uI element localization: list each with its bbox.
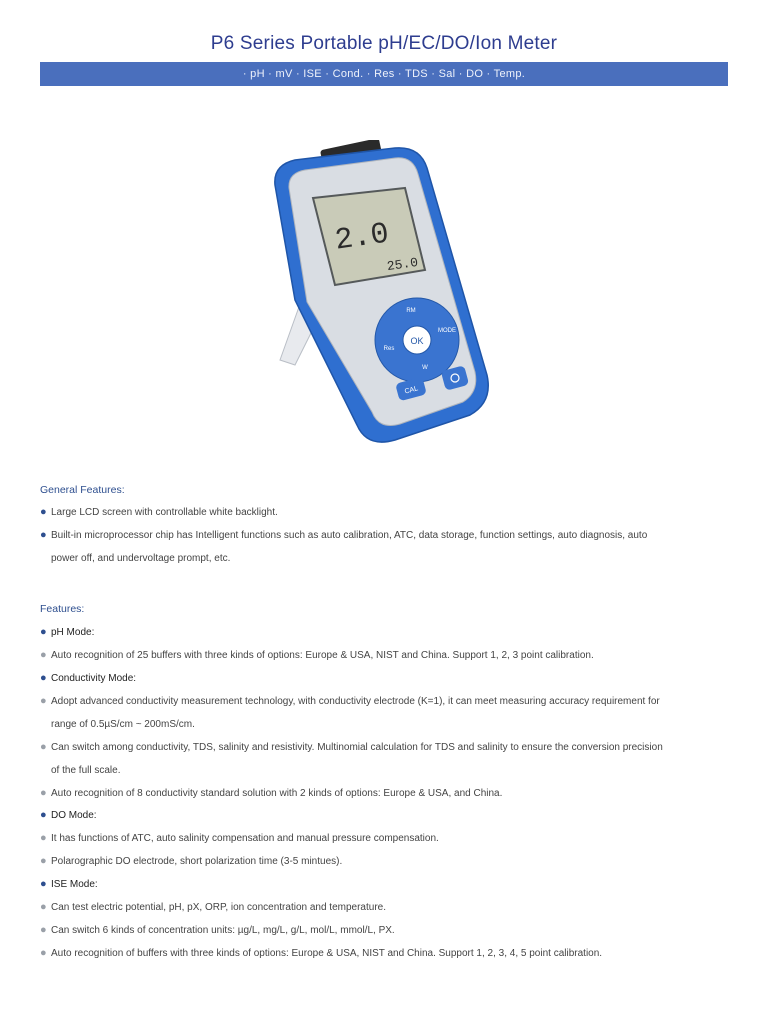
ok-label: OK: [410, 336, 424, 346]
cond-item: ● Adopt advanced conductivity measurement technology, with conductivity electrode (K=1), it can meet measuring accuracy requirement for: [40, 695, 660, 707]
cond-item: ● Auto recognition of 8 conductivity standard solution with 2 kinds of options: Europe & USA, and China.: [40, 787, 503, 799]
lcd-temp-reading: 25.0: [386, 254, 420, 275]
general-item: ● Large LCD screen with controllable white backlight.: [40, 506, 278, 518]
cond-mode-heading: ● Conductivity Mode:: [40, 672, 137, 684]
general-features-heading: General Features:: [40, 484, 125, 496]
ise-item: ● Auto recognition of buffers with three kinds of options: Europe & USA, NIST and China. Support 1, 2, 3, 4, 5 point calibration.: [40, 947, 603, 959]
ise-mode-heading: ● ISE Mode:: [40, 878, 98, 890]
cond-item-cont: of the full scale.: [51, 765, 121, 776]
ph-mode-heading: ● pH Mode:: [40, 626, 95, 638]
cal-label: CAL: [403, 385, 419, 396]
do-item: ● It has functions of ATC, auto salinity compensation and manual pressure compensation.: [40, 832, 439, 844]
rm-label: RM: [406, 308, 416, 314]
general-item-cont: power off, and undervoltage prompt, etc.: [51, 553, 231, 564]
features-heading: Features:: [40, 603, 85, 615]
meter-device-image: [255, 140, 495, 450]
general-item: ● Built-in microprocessor chip has Intelligent functions such as auto calibration, ATC, data storage, function settings, auto diagnosis, auto: [40, 529, 648, 541]
do-item: ● Polarographic DO electrode, short polarization time (3-5 mintues).: [40, 855, 343, 867]
page-title: P6 Series Portable pH/EC/DO/Ion Meter: [210, 33, 558, 54]
ise-item: ● Can switch 6 kinds of concentration units: µg/L, mg/L, g/L, mol/L, mmol/L, PX.: [40, 924, 395, 936]
parameter-banner: · pH · mV · ISE · Cond. · Res · TDS · Sal · DO · Temp.: [40, 62, 728, 86]
do-mode-heading: ● DO Mode:: [40, 809, 97, 821]
res-label: Res: [383, 346, 395, 352]
cond-item-cont: range of 0.5µS/cm ~ 200mS/cm.: [51, 719, 195, 730]
w-label: W: [422, 365, 428, 371]
ise-item: ● Can test electric potential, pH, pX, ORP, ion concentration and temperature.: [40, 901, 386, 913]
lcd-main-reading: 2.0: [332, 217, 392, 259]
cond-item: ● Can switch among conductivity, TDS, salinity and resistivity. Multinomial calculation for TDS and salinity to ensure the conversion precision: [40, 741, 663, 753]
ph-item: ● Auto recognition of 25 buffers with three kinds of options: Europe & USA, NIST and China. Support 1, 2, 3 point calibration.: [40, 649, 594, 661]
mode-label: MODE: [438, 328, 456, 334]
